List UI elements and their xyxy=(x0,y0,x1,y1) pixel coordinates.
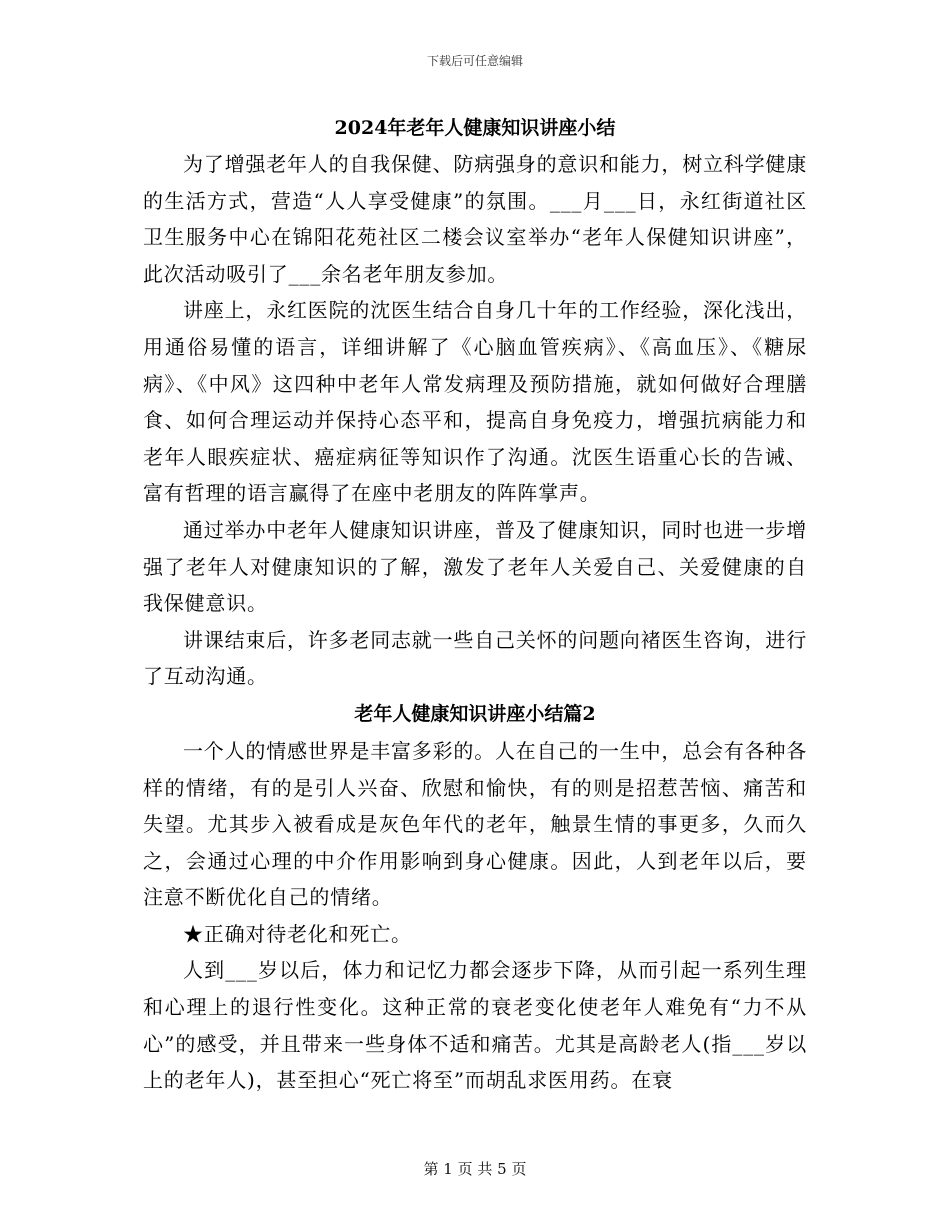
paragraph: 讲座上，永红医院的沈医生结合自身几十年的工作经验，深化浅出，用通俗易懂的语言，详细讲解了《心脑血管疾病》、《高血压》、《糖尿病》、《中风》这四种中老年人常发病理及预防措施，就如何做好合理膳食、如何合理运动并保持心态平和，提高自身免疫力，增强抗病能力和老年人眼疾症状、癌症病征等知识作了沟通。沈医生语重心长的告诫、富有哲理的语言赢得了在座中老朋友的阵阵掌声。 xyxy=(143,298,807,506)
document-body xyxy=(143,110,807,1099)
header-note: 下载后可任意编辑 xyxy=(426,54,523,68)
paragraph: 为了增强老年人的自我保健、防病强身的意识和能力，树立科学健康的生活方式，营造“人人享受健康”的氛围。___月___日，永红街道社区卫生服务中心在锦阳花苑社区二楼会议室举办“老年人保健知识讲座”，此次活动吸引了___余名老年朋友参加。 xyxy=(143,152,807,286)
paragraph: 人到___岁以后，体力和记忆力都会逐步下降，从而引起一系列生理和心理上的退行性变化。这种正常的衰老变化使老年人难免有“力不从心”的感受，并且带来一些身体不适和痛苦。尤其是高龄老人(指___岁以上的老年人)，甚至担心“死亡将至”而胡乱求医用药。在衰 xyxy=(143,958,807,1093)
bullet-heading: ★正确对待老化和死亡。 xyxy=(183,921,412,946)
document-title: 2024年老年人健康知识讲座小结 xyxy=(334,117,616,139)
page-indicator: 第 1 页 共 5 页 xyxy=(423,1160,527,1178)
section-title: 老年人健康知识讲座小结篇2 xyxy=(354,702,596,725)
paragraph: 通过举办中老年人健康知识讲座，普及了健康知识，同时也进一步增强了老年人对健康知识的了解，激发了老年人关爱自己、关爱健康的自我保健意识。 xyxy=(143,517,807,616)
paragraph: 讲课结束后，许多老同志就一些自己关怀的问题向褚医生咨询，进行了互动沟通。 xyxy=(143,627,807,689)
paragraph: 一个人的情感世界是丰富多彩的。人在自己的一生中，总会有各种各样的情绪，有的是引人兴奋、欣慰和愉快，有的则是招惹苦恼、痛苦和失望。尤其步入被看成是灰色年代的老年，触景生情的事更多，久而久之，会通过心理的中介作用影响到身心健康。因此，人到老年以后，要注意不断优化自己的情绪。 xyxy=(143,738,807,910)
